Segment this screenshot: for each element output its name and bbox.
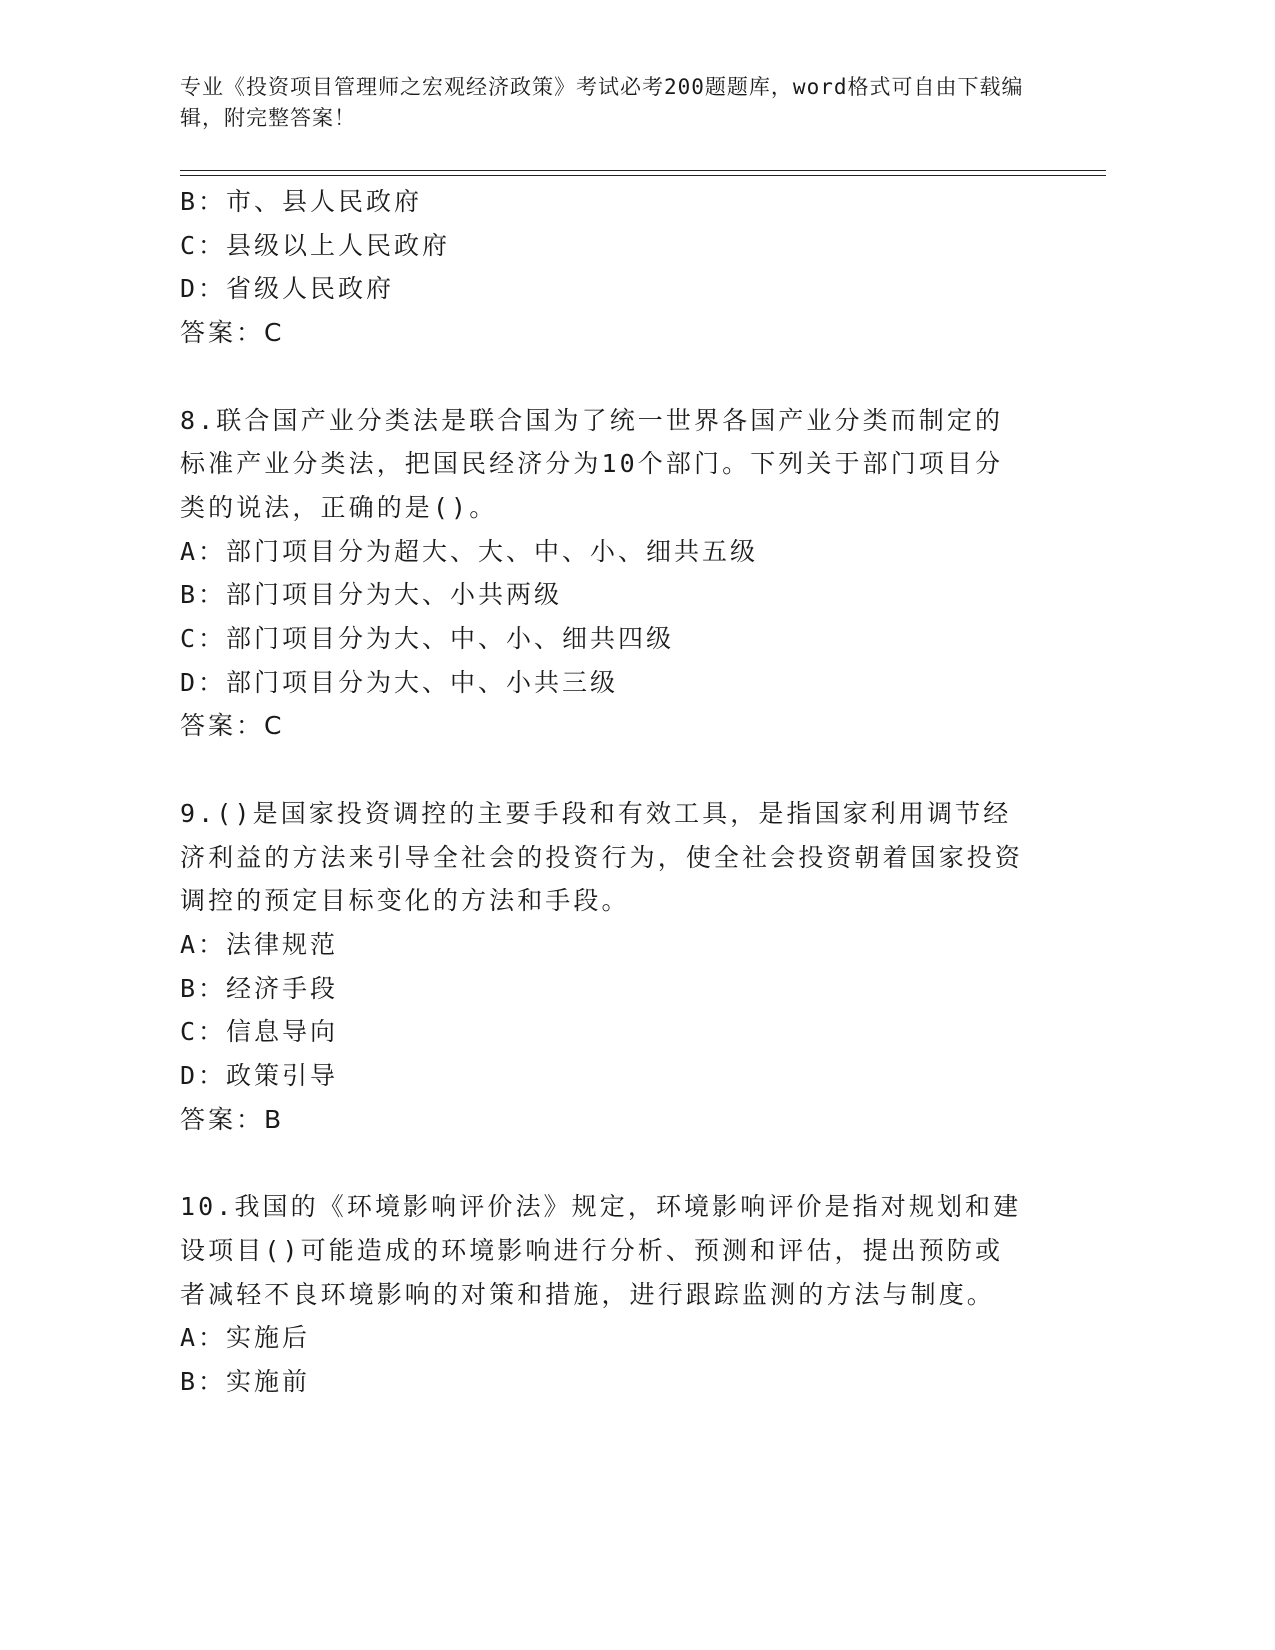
option-a: A：部门项目分为超大、大、中、小、细共五级 [180, 536, 759, 566]
option-d: D：部门项目分为大、中、小共三级 [180, 667, 619, 697]
option-a: A：实施后 [180, 1323, 311, 1353]
option-a: A：法律规范 [180, 929, 339, 959]
document-header: 专业《投资项目管理师之宏观经济政策》考试必考200题题库，word格式可自由下载编辑，附完整答案！ [180, 75, 1024, 130]
question-list [180, 180, 1060, 1404]
header-rule-top [180, 170, 1106, 171]
answer-text: 答案：C [180, 318, 285, 348]
question-9 [180, 792, 1060, 1142]
question-10 [180, 1185, 1060, 1404]
option-b: B：实施前 [180, 1366, 311, 1396]
option-c: C：部门项目分为大、中、小、细共四级 [180, 624, 675, 654]
option-d: D：政策引导 [180, 1061, 339, 1091]
option-c: C：信息导向 [180, 1017, 339, 1047]
question-stem: 10.我国的《环境影响评价法》规定，环境影响评价是指对规划和建设项目()可能造成的环境影响进行分析、预测和评估，提出预防或者减轻不良环境影响的对策和措施，进行跟踪监测的方法与制度。 [180, 1192, 1022, 1309]
answer-text: 答案：B [180, 1104, 285, 1134]
option-b: B：经济手段 [180, 973, 339, 1003]
option-b: B：部门项目分为大、小共两级 [180, 580, 563, 610]
answer-text: 答案：C [180, 711, 285, 741]
question-stem: 8.联合国产业分类法是联合国为了统一世界各国产业分类而制定的标准产业分类法，把国民经济分为10个部门。下列关于部门项目分类的说法，正确的是()。 [180, 405, 1004, 522]
option-c: C：县级以上人民政府 [180, 230, 451, 260]
question-8 [180, 399, 1060, 749]
option-b: B：市、县人民政府 [180, 187, 423, 216]
question-stem: 9.()是国家投资调控的主要手段和有效工具，是指国家利用调节经济利益的方法来引导全社会的投资行为，使全社会投资朝着国家投资调控的预定目标变化的方法和手段。 [180, 798, 1024, 916]
question-7 [180, 180, 1060, 355]
option-d: D：省级人民政府 [180, 274, 395, 304]
header-rule-bottom [180, 175, 1106, 176]
